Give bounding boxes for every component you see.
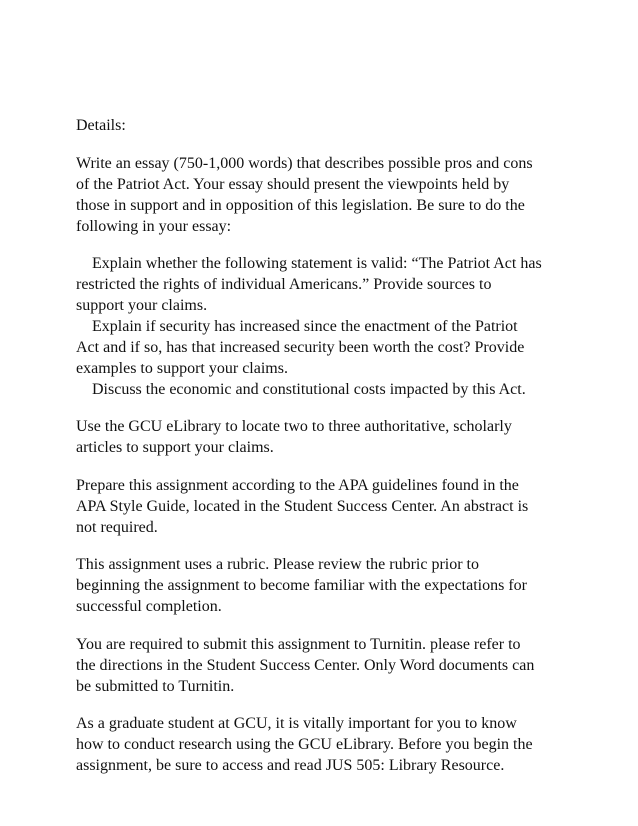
rubric-line-1: This assignment uses a rubric. Please review the rubric prior to [76,556,479,573]
turnitin-line-3: be submitted to Turnitin. [76,678,235,695]
apa-line-2: APA Style Guide, located in the Student Success Center. An abstract is [76,498,529,515]
turnitin-line-1: You are required to submit this assignment to Turnitin. please refer to [76,636,521,653]
apa-line-3: not required. [76,519,158,536]
apa-line-1: Prepare this assignment according to the APA guidelines found in the [76,477,519,494]
graduate-line-2: how to conduct research using the GCU eLibrary. Before you begin the [76,736,533,753]
item3-line-1: Discuss the economic and constitutional costs impacted by this Act. [92,381,526,398]
rubric-line-2: beginning the assignment to become familiar with the expectations for [76,577,527,594]
item2-line-1: Explain if security has increased since the enactment of the Patriot [92,318,518,335]
intro-line-4: following in your essay: [76,218,232,235]
intro-line-1: Write an essay (750-1,000 words) that describes possible pros and cons [76,155,533,172]
item1-line-3: support your claims. [76,297,208,314]
item2-line-3: examples to support your claims. [76,360,288,377]
item1-line-1: Explain whether the following statement is valid: “The Patriot Act has [92,255,542,272]
intro-line-2: of the Patriot Act. Your essay should present the viewpoints held by [76,176,510,193]
graduate-line-3: assignment, be sure to access and read JUS 505: Library Resource. [76,757,505,774]
elibrary-line-1: Use the GCU eLibrary to locate two to three authoritative, scholarly [76,418,512,435]
heading-details: Details: [76,117,126,134]
turnitin-line-2: the directions in the Student Success Center. Only Word documents can [76,657,535,674]
elibrary-line-2: articles to support your claims. [76,439,274,456]
intro-line-3: those in support and in opposition of this legislation. Be sure to do the [76,197,525,214]
item2-line-2: Act and if so, has that increased security been worth the cost? Provide [76,339,525,356]
graduate-line-1: As a graduate student at GCU, it is vitally important for you to know [76,715,517,732]
item1-line-2: restricted the rights of individual Americans.” Provide sources to [76,276,492,293]
rubric-line-3: successful completion. [76,598,222,615]
